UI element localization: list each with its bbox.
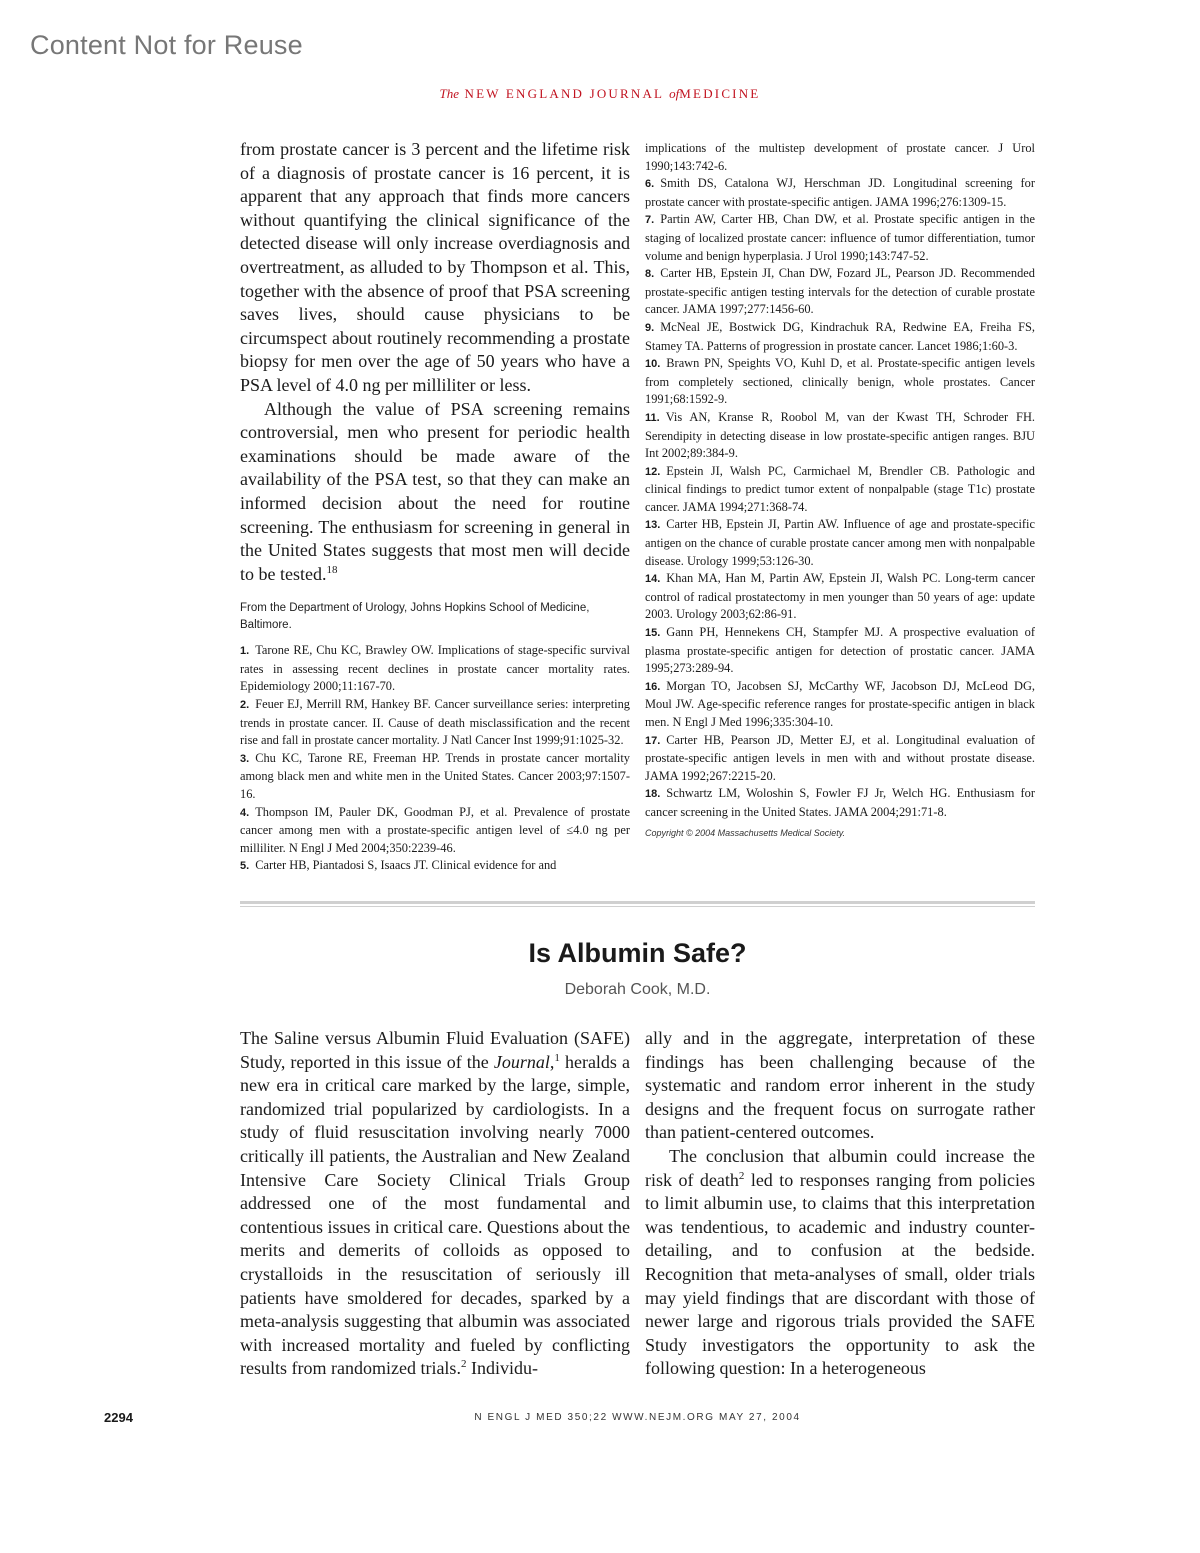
reference-item <box>240 642 630 696</box>
page-number: 2294 <box>104 1410 133 1425</box>
article-paragraph-1: The Saline versus Albumin Fluid Evaluation (SAFE) Study, reported in this issue of the Journal,$^1$ heralds a new era in critical care marked by the large, simple, randomized trial popularized by cardiologists. In a study of fluid resuscitation involving nearly 7000 critically ill patients, the Australian and New Zealand Intensive Care Society Clinical Trials Group addressed one of the most fundamental and contentious issues in critical care. Questions about the merits and demerits of colloids as opposed to crystalloids in the resuscitation of seriously ill patients have smoldered for decades, sparked by a meta-analysis suggesting that albumin was associated with increased mortality and fueled by conflicting results from randomized trials.$^2$ Individu- <box>240 1028 631 1379</box>
reference-list-right <box>645 175 1035 821</box>
reference-item <box>645 265 1035 319</box>
reference-text: Chu KC, Tarone RE, Freeman HP. Trends in prostate cancer mortality among black men and white men in the United States. Cancer 2003;97:1507-16. <box>240 750 630 802</box>
reference-number: 18. <box>645 788 661 801</box>
reference-number: 8. <box>645 268 655 281</box>
citation-18: 18 <box>326 563 338 576</box>
reference-item <box>645 785 1035 821</box>
reference-text: Carter HB, Epstein JI, Partin AW. Influence of age and prostate-specific antigen on the chance of curable prostate cancer among men with nonpalpable disease. Urology 1999;53:126-30. <box>645 517 1035 568</box>
copyright-notice: Copyright © 2004 Massachusetts Medical Society. <box>645 827 846 838</box>
running-head <box>0 86 1200 102</box>
reference-number: 10. <box>645 358 661 371</box>
reference-text: Brawn PN, Speights VO, Kuhl D, et al. Prostate-specific antigen levels from completely sectioned, clinically benign, whole prostates. Cancer 1991;68:1592-9. <box>645 356 1035 407</box>
reference-number: 15. <box>645 627 661 640</box>
reference-number: 9. <box>645 321 655 334</box>
reference-item <box>645 570 1035 624</box>
article-left-column <box>240 1027 630 1381</box>
reference-text: Carter HB, Epstein JI, Chan DW, Fozard JL, Pearson JD. Recommended prostate-specific antigen testing intervals for the detection of curable prostate cancer. JAMA 1997;277:1456-60. <box>645 266 1035 317</box>
citation-2: 2 <box>460 1358 467 1371</box>
upper-left-column <box>240 138 630 876</box>
reference-item <box>645 355 1035 409</box>
reference-number: 12. <box>645 465 661 478</box>
reference-text: Khan MA, Han M, Partin AW, Epstein JI, Walsh PC. Long-term cancer control of radical prostatectomy in men younger than 50 years of age: update 2003. Urology 2003;62:86-91. <box>645 571 1035 622</box>
reference-item <box>240 696 630 750</box>
article-p2-part-a: The conclusion that albumin could increase the risk of death <box>645 1145 1035 1190</box>
reference-text: Tarone RE, Chu KC, Brawley OW. Implications of stage-specific survival rates in assessing recent declines in prostate cancer mortality rates. Epidemiology 2000;11:167-70. <box>240 643 630 694</box>
reference-text: McNeal JE, Bostwick DG, Kindrachuk RA, Redwine EA, Freiha FS, Stamey TA. Patterns of progression in prostate cancer. Lancet 1986;1:60-3. <box>645 319 1035 353</box>
journal-name: Journal <box>493 1051 550 1072</box>
reference-number: 3. <box>240 752 250 765</box>
article-p1-part-b: heralds a new era in critical care marked by the large, simple, randomized trial popularized by cardiologists. In a study of fluid resuscitation involving nearly 7000 critically ill patients, the Australian and New Zealand Intensive Care Society Clinical Trials Group addressed one of the most fundamental and contentious issues in critical care. Questions about the merits and demerits of colloids as opposed to crystalloids in the resuscitation of seriously ill patients have smoldered for decades, sparked by a meta-analysis suggesting that albumin was associated with increased mortality and fueled by conflicting results from randomized trials. <box>240 1051 631 1379</box>
body-paragraph-1: from prostate cancer is 3 percent and the lifetime risk of a diagnosis of prostate cancer is 16 percent, it is apparent that any approach that finds more cancers without quantifying the clinical significance of the detected disease will only increase overdiagnosis and overtreatment, as alluded to by Thompson et al. This, together with the absence of proof that PSA screening saves lives, should cause physicians to be circumspect about routinely recommending a prostate biopsy for men over the age of 50 years who have a PSA level of 4.0 ng per milliliter or less. <box>240 139 630 395</box>
reference-item <box>645 732 1035 786</box>
reference-number: 4. <box>240 806 250 819</box>
running-head-journal-part2: MEDICINE <box>679 86 761 101</box>
citation-1: 1 <box>554 1051 560 1064</box>
running-head-the: The <box>439 86 460 101</box>
reference-text: Feuer EJ, Merrill RM, Hankey BF. Cancer surveillance series: interpreting trends in prostate cancer. II. Cause of death misclassification and the recent rise and fall in prostate cancer mortality. J Natl Cancer Inst 1999;91:1025-32. <box>240 697 630 748</box>
reference-number: 7. <box>645 214 655 227</box>
reference-number: 14. <box>645 573 661 586</box>
reference-text: Gann PH, Hennekens CH, Stampfer MJ. A prospective evaluation of plasma prostate-specific antigen for detection of prostatic cancer. JAMA 1995;273:289-94. <box>645 625 1035 676</box>
reference-item <box>240 857 630 876</box>
reference-item <box>240 750 630 804</box>
reference-number: 13. <box>645 519 661 532</box>
reference-item <box>645 678 1035 732</box>
article-p2-part-b: led to responses ranging from policies to limit albumin use, to claims that this interpretation was tendentious, to academic and industry counter-detailing, and to confusion at the bedside. Recognition that meta-analyses of small, older trials may yield findings that are discordant with those of newer large and rigorous trials provided the SAFE Study investigators the opportunity to ask the following question: In a heterogeneous <box>645 1169 1035 1379</box>
article-paragraph-1-continued: ally and in the aggregate, interpretation of these findings has been challenging because of the systematic and random error inherent in the study designs and the frequent focus on surrogate rather than patient-centered outcomes. <box>645 1028 1035 1143</box>
reference-text: Morgan TO, Jacobsen SJ, McCarthy WF, Jacobson DJ, McLeod DG, Moul JW. Age-specific reference ranges for prostate-specific antigen in black men. N Engl J Med 1996;335:304-10. <box>645 678 1035 729</box>
article-author: Deborah Cook, M.D. <box>564 981 711 998</box>
author-affiliation: From the Department of Urology, Johns Hopkins School of Medicine, Baltimore. <box>240 602 590 632</box>
upper-right-column <box>645 140 1035 838</box>
reference-number: 17. <box>645 734 661 747</box>
reference-item <box>645 516 1035 570</box>
article-right-column <box>645 1027 1035 1381</box>
footer-citation: N ENGL J MED 350;22 WWW.NEJM.ORG MAY 27, 2004 <box>474 1412 801 1423</box>
citation-2b: 2 <box>738 1169 745 1182</box>
reference-item <box>645 319 1035 355</box>
reference-text: Epstein JI, Walsh PC, Carmichael M, Brendler CB. Pathologic and clinical findings to predict tumor extent of nonpalpable (stage T1c) prostate cancer. JAMA 1994;271:368-74. <box>645 463 1035 514</box>
body-paragraph-2 <box>240 398 630 587</box>
reference-text: Vis AN, Kranse R, Roobol M, van der Kwast TH, Schroder FH. Serendipity in detecting disease in low prostate-specific antigen ranges. BJU Int 2002;89:384-9. <box>645 409 1035 461</box>
reference-text: Carter HB, Pearson JD, Metter EJ, et al. Longitudinal evaluation of prostate-specific antigen levels in men with and without prostate disease. JAMA 1992;267:2215-20. <box>645 732 1035 783</box>
reference-number: 1. <box>240 645 250 658</box>
article-p1-part-a: The Saline versus Albumin Fluid Evaluation (SAFE) Study, reported in this issue of the <box>240 1028 630 1072</box>
running-head-journal-part1: NEW ENGLAND JOURNAL <box>464 86 664 101</box>
reference-number: 2. <box>240 699 250 712</box>
reference-continuation: implications of the multistep development of prostate cancer. J Urol 1990;143:742-6. <box>645 141 1035 173</box>
reference-text: Schwartz LM, Woloshin S, Fowler FJ Jr, Welch HG. Enthusiasm for cancer screening in the United States. JAMA 2004;291:71-8. <box>645 786 1035 819</box>
reference-item <box>645 175 1035 211</box>
reference-number: 11. <box>645 411 660 424</box>
reference-list-left <box>240 642 630 876</box>
reference-number: 6. <box>645 178 655 191</box>
reference-text: Carter HB, Piantadosi S, Isaacs JT. Clinical evidence for and <box>255 858 557 873</box>
article-title: Is Albumin Safe? <box>528 938 747 968</box>
reference-text: Smith DS, Catalona WJ, Herschman JD. Longitudinal screening for prostate cancer with prostate-specific antigen. JAMA 1996;276:1309-15. <box>645 176 1035 209</box>
watermark: Content Not for Reuse <box>30 30 303 60</box>
section-divider <box>240 901 1035 907</box>
reference-item <box>645 463 1035 517</box>
body-paragraph-2-text: Although the value of PSA screening remains controversial, men who present for periodic health examinations should be made aware of the availability of the PSA test, so that they can make an informed decision about the need for routine screening. The enthusiasm for screening in general in the United States suggests that most men will decide to be tested. <box>240 398 630 584</box>
article-p1-part-c: Individu- <box>466 1358 538 1379</box>
article-paragraph-2 <box>645 1145 1035 1381</box>
running-head-of: of <box>669 86 680 101</box>
reference-item <box>645 211 1035 265</box>
reference-item <box>240 804 630 858</box>
reference-item <box>645 409 1035 463</box>
reference-text: Partin AW, Carter HB, Chan DW, et al. Prostate specific antigen in the staging of localized prostate cancer: influence of tumor differentiation, tumor volume and benign hyperplasia. J Urol 1990;143:747-52. <box>645 212 1035 263</box>
reference-item <box>645 624 1035 678</box>
reference-text: Thompson IM, Pauler DK, Goodman PJ, et al. Prevalence of prostate cancer among men with a prostate-specific antigen level of ≤4.0 ng per milliliter. N Engl J Med 2004;350:2239-46. <box>240 804 630 855</box>
reference-number: 16. <box>645 680 661 693</box>
reference-number: 5. <box>240 860 250 873</box>
